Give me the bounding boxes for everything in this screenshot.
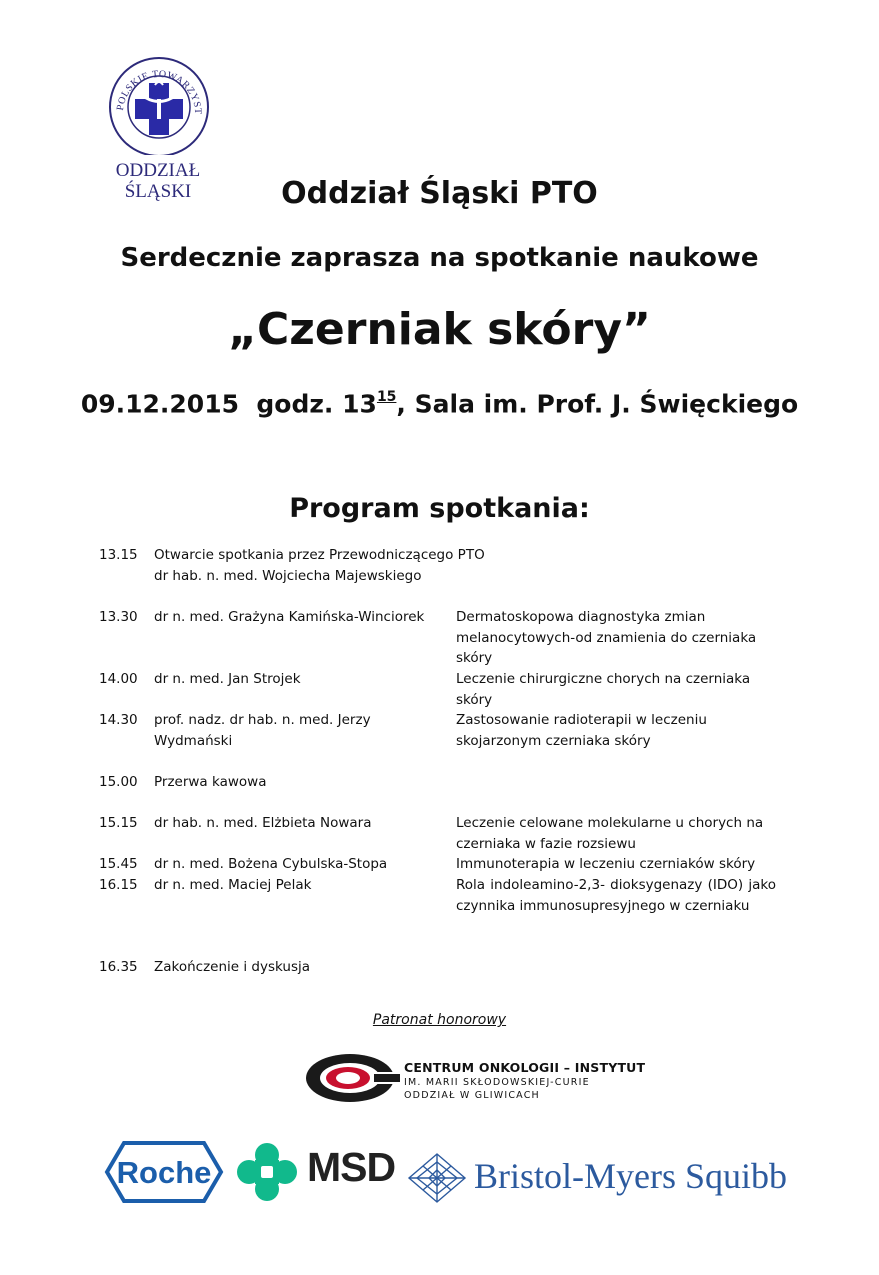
centrum-onkologii-logo (304, 1052, 400, 1108)
program-time: 14.30 (99, 712, 138, 728)
bms-star-icon (407, 1152, 467, 1204)
msd-logo (236, 1142, 298, 1206)
bms-logo (407, 1152, 467, 1208)
program-speaker: dr n. med. Maciej Pelak (154, 877, 312, 893)
program-speaker: Otwarcie spotkania przez Przewodniczącego PTO dr hab. n. med. Wojciecha Majewskiego (154, 547, 485, 584)
event-date: 09.12.2015 (80, 389, 239, 419)
centrum-line1: CENTRUM ONKOLOGII – INSTYTUT (404, 1060, 646, 1075)
program-time: 15.15 (99, 815, 138, 831)
logo-line2: ŚLĄSKI (124, 181, 192, 202)
program-time: 14.00 (99, 671, 138, 687)
program-heading: Program spotkania: (289, 493, 590, 524)
msd-label: MSD (307, 1144, 396, 1190)
program-speaker: Zakończenie i dyskusja (154, 959, 311, 975)
program-time: 15.45 (99, 856, 138, 872)
bms-label: Bristol-Myers Squibb (474, 1156, 788, 1196)
roche-hexagon-icon (104, 1140, 224, 1204)
msd-emblem-icon (236, 1142, 298, 1202)
invite-heading: Serdecznie zaprasza na spotkanie naukowe (120, 243, 759, 273)
program-speaker: dr hab. n. med. Elżbieta Nowara (154, 815, 372, 831)
program-topic: Zastosowanie radioterapii w leczeniu skojarzonym czerniaka skóry (456, 712, 707, 749)
logo-line1: ODDZIAŁ (115, 160, 201, 181)
program-topic: Immunoterapia w leczeniu czerniaków skóry (456, 856, 756, 872)
roche-logo (104, 1140, 224, 1208)
pto-logo (103, 55, 215, 159)
program-speaker: dr n. med. Jan Strojek (154, 671, 301, 687)
pto-emblem-icon (103, 55, 215, 155)
centrum-onkologii-text (404, 1060, 645, 1101)
program-speaker: prof. nadz. dr hab. n. med. Jerzy Wydmański (154, 712, 371, 749)
program-topic: Dermatoskopowa diagnostyka zmian melanocytowych-od znamienia do czerniaka skóry (456, 609, 757, 666)
event-minutes: 15 (376, 389, 397, 405)
program-time: 16.15 (99, 877, 138, 893)
program-time: 16.35 (99, 959, 138, 975)
org-heading: Oddział Śląski PTO (281, 176, 598, 211)
program-topic: Rola indoleamino-2,3- dioksygenazy (IDO) jako czynnika immunosupresyjnego w czerniaku (456, 877, 776, 914)
centrum-line2: IM. MARII SKŁODOWSKIEJ-CURIE (404, 1077, 590, 1088)
program-time: 15.00 (99, 774, 138, 790)
centrum-line3: ODDZIAŁ W GLIWICACH (404, 1090, 540, 1101)
event-place: , Sala im. Prof. J. Święckiego (396, 389, 799, 419)
event-hour: 13 (342, 389, 377, 419)
centrum-onkologii-icon (304, 1052, 400, 1104)
program-speaker: Przerwa kawowa (154, 774, 267, 790)
program-speaker: dr n. med. Grażyna Kamińska-Winciorek (154, 609, 425, 625)
program-time: 13.30 (99, 609, 138, 625)
program-speaker: dr n. med. Bożena Cybulska-Stopa (154, 856, 388, 872)
time-label: godz. (256, 389, 334, 419)
event-date-line (0, 381, 879, 422)
roche-label: Roche (116, 1155, 212, 1190)
program-topic: Leczenie celowane molekularne u chorych na czerniaka w fazie rozsiewu (456, 815, 764, 852)
event-title: „Czerniak skóry” (228, 304, 651, 355)
patronage-label: Patronat honorowy (372, 1012, 507, 1028)
program-time: 13.15 (99, 547, 138, 563)
logo-ring-text: POLSKIE TOWARZYST (115, 68, 204, 115)
program-topic: Leczenie chirurgiczne chorych na czerniaka skóry (456, 671, 751, 708)
